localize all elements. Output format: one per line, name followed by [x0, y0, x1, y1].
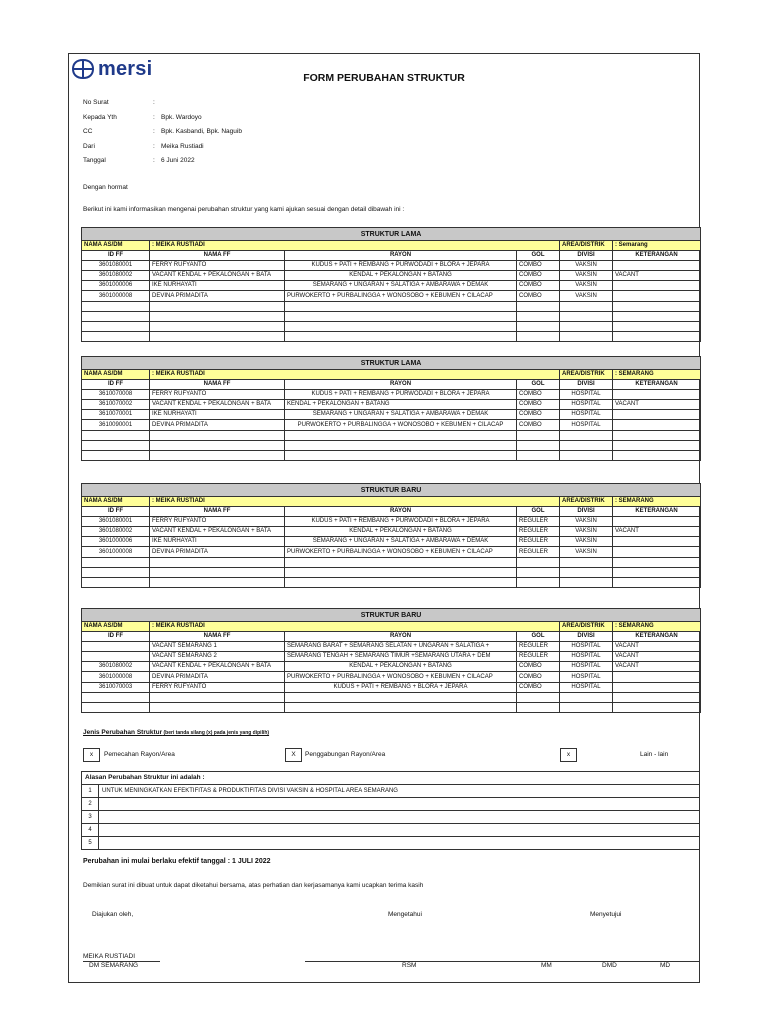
greeting: Dengan hormat: [83, 184, 128, 191]
empty-row: [82, 321, 701, 331]
cell-rayon: KENDAL + PEKALONGAN + BATANG: [285, 400, 517, 410]
meta-colon: :: [153, 99, 155, 106]
checkbox-lain[interactable]: x: [560, 748, 577, 762]
meta-value: Bpk. Kasbandi, Bpk. Naguib: [161, 128, 242, 135]
alasan-text[interactable]: [99, 798, 700, 811]
table-row: [82, 662, 701, 672]
cell-id: [82, 642, 150, 652]
table-row: [82, 291, 701, 301]
asdm-label: NAMA AS/DM: [82, 241, 150, 251]
column-header-rayon: RAYON: [285, 251, 517, 261]
column-header-id_ff: ID FF: [82, 507, 150, 517]
cell-ket: [613, 537, 701, 547]
table-row: [82, 400, 701, 410]
cell-ket: [613, 547, 701, 557]
alasan-row: [82, 837, 700, 850]
table-row: [82, 281, 701, 291]
signature-line-2: [305, 961, 699, 962]
cell-rayon: PURWOKERTO + PURBALINGGA + WONOSOBO + KEBUMEN + CILACAP: [285, 672, 517, 682]
column-header-keterangan: KETERANGAN: [613, 380, 701, 390]
column-header-rayon: RAYON: [285, 632, 517, 642]
cell-nama: VACANT SEMARANG 1: [150, 642, 285, 652]
cell-nama: IKE NURHAYATI: [150, 281, 285, 291]
empty-row: [82, 450, 701, 460]
table-row: [82, 410, 701, 420]
area-value: : SEMARANG: [613, 370, 701, 380]
struktur-table: [81, 227, 701, 342]
cell-ket: [613, 682, 701, 692]
alasan-text[interactable]: [99, 824, 700, 837]
column-header-nama_ff: NAMA FF: [150, 380, 285, 390]
cell-id: 3601000008: [82, 547, 150, 557]
column-header-gol: GOL: [517, 507, 560, 517]
cell-gol: COMBO: [517, 682, 560, 692]
cell-gol: COMBO: [517, 672, 560, 682]
cell-id: 3610070008: [82, 390, 150, 400]
cell-gol: REGULER: [517, 652, 560, 662]
column-header-divisi: DIVISI: [560, 251, 613, 261]
cell-divisi: VAKSIN: [560, 291, 613, 301]
asdm-label: NAMA AS/DM: [82, 497, 150, 507]
cell-ket: VACANT: [613, 662, 701, 672]
cell-rayon: SEMARANG + UNGARAN + SALATIGA + AMBARAWA + DEMAK: [285, 537, 517, 547]
cell-rayon: KENDAL + PEKALONGAN + BATANG: [285, 662, 517, 672]
column-header-divisi: DIVISI: [560, 380, 613, 390]
cell-nama: IKE NURHAYATI: [150, 537, 285, 547]
cell-gol: COMBO: [517, 281, 560, 291]
mengetahui-label: Mengetahui: [388, 911, 422, 918]
table-row: [82, 271, 701, 281]
jenis-title: [83, 729, 269, 736]
cell-gol: COMBO: [517, 261, 560, 271]
cell-nama: DEVINA PRIMADITA: [150, 420, 285, 430]
cell-divisi: HOSPITAL: [560, 390, 613, 400]
label-pemecahan: Pemecahan Rayon/Area: [104, 751, 175, 758]
column-header-gol: GOL: [517, 632, 560, 642]
cell-ket: [613, 291, 701, 301]
cell-id: 3601080002: [82, 527, 150, 537]
md-label: MD: [660, 962, 671, 969]
column-header-nama_ff: NAMA FF: [150, 251, 285, 261]
column-header-id_ff: ID FF: [82, 380, 150, 390]
cell-gol: COMBO: [517, 271, 560, 281]
table-row: [82, 537, 701, 547]
struktur-table: [81, 356, 701, 461]
meta-colon: :: [153, 128, 155, 135]
cell-ket: [613, 261, 701, 271]
meta-key: Dari: [83, 142, 95, 150]
cell-id: 3601080002: [82, 271, 150, 281]
table-row: [82, 547, 701, 557]
cell-rayon: SEMARANG + UNGARAN + SALATIGA + AMBARAWA + DEMAK: [285, 410, 517, 420]
rsm-label: RSM: [402, 962, 417, 969]
cell-divisi: HOSPITAL: [560, 410, 613, 420]
cell-divisi: VAKSIN: [560, 271, 613, 281]
cell-id: 3610090001: [82, 420, 150, 430]
column-header-nama_ff: NAMA FF: [150, 507, 285, 517]
signer-name: MEIKA RUSTIADI: [83, 953, 136, 960]
cell-gol: COMBO: [517, 291, 560, 301]
table-row: [82, 527, 701, 537]
cell-divisi: VAKSIN: [560, 547, 613, 557]
meta-colon: :: [153, 142, 155, 150]
meta-key: CC: [83, 128, 93, 135]
meta-row: [83, 143, 242, 158]
asdm-label: NAMA AS/DM: [82, 622, 150, 632]
cell-nama: DEVINA PRIMADITA: [150, 291, 285, 301]
area-label: AREA/DISTRIK: [560, 241, 613, 251]
cell-nama: VACANT KENDAL + PEKALONGAN + BATA: [150, 400, 285, 410]
cell-gol: COMBO: [517, 420, 560, 430]
cell-id: 3610070001: [82, 410, 150, 420]
cell-nama: VACANT SEMARANG 2: [150, 652, 285, 662]
cell-gol: COMBO: [517, 390, 560, 400]
empty-row: [82, 692, 701, 702]
cell-gol: REGULER: [517, 517, 560, 527]
area-label: AREA/DISTRIK: [560, 622, 613, 632]
alasan-table: [81, 771, 700, 850]
cell-nama: IKE NURHAYATI: [150, 410, 285, 420]
checkbox-pemecahan[interactable]: x: [83, 748, 100, 762]
alasan-title: Alasan Perubahan Struktur ini adalah :: [82, 772, 700, 785]
intro-text: Berikut ini kami informasikan mengenai perubahan struktur yang kami ajukan sesuai dengan detail dibawah ini :: [83, 206, 405, 213]
meta-key: Kepada Yth: [83, 113, 117, 121]
cell-rayon: KUDUS + PATI + REMBANG + BLORA + JEPARA: [285, 682, 517, 692]
meta-key: Tanggal: [83, 157, 106, 164]
logo-text: mersi: [98, 57, 153, 80]
alasan-no: 1: [82, 785, 99, 798]
cell-ket: [613, 672, 701, 682]
cell-divisi: HOSPITAL: [560, 662, 613, 672]
dmd-label: DMD: [602, 962, 617, 969]
asdm-value: : MEIKA RUSTIADI: [150, 241, 560, 251]
cell-ket: [613, 420, 701, 430]
cell-nama: FERRY RUFYANTO: [150, 261, 285, 271]
cell-ket: VACANT: [613, 400, 701, 410]
letter-meta: [83, 99, 242, 172]
alasan-no: 4: [82, 824, 99, 837]
cell-nama: FERRY RUFYANTO: [150, 517, 285, 527]
menyetujui-label: Menyetujui: [590, 911, 622, 918]
table-header: STRUKTUR LAMA: [82, 357, 701, 370]
form-title: FORM PERUBAHAN STRUKTUR: [303, 72, 465, 84]
meta-row: [83, 128, 242, 143]
cell-nama: FERRY RUFYANTO: [150, 682, 285, 692]
cell-gol: COMBO: [517, 400, 560, 410]
column-header-rayon: RAYON: [285, 380, 517, 390]
column-header-keterangan: KETERANGAN: [613, 632, 701, 642]
cell-divisi: HOSPITAL: [560, 682, 613, 692]
column-header-id_ff: ID FF: [82, 251, 150, 261]
alasan-text[interactable]: UNTUK MENINGKATKAN EFEKTIFITAS & PRODUKTIFITAS DIVISI VAKSIN & HOSPITAL AREA SEMARANG: [99, 785, 700, 798]
asdm-value: : MEIKA RUSTIADI: [150, 370, 560, 380]
empty-row: [82, 557, 701, 567]
empty-row: [82, 702, 701, 712]
empty-row: [82, 301, 701, 311]
asdm-value: : MEIKA RUSTIADI: [150, 497, 560, 507]
area-label: AREA/DISTRIK: [560, 370, 613, 380]
cell-rayon: PURWOKERTO + PURBALINGGA + WONOSOBO + KEBUMEN + CILACAP: [285, 420, 517, 430]
cell-divisi: VAKSIN: [560, 281, 613, 291]
cell-gol: COMBO: [517, 662, 560, 672]
signer-role: DM SEMARANG: [89, 962, 139, 969]
meta-row: [83, 114, 242, 129]
cell-divisi: VAKSIN: [560, 537, 613, 547]
cell-id: 3610070002: [82, 400, 150, 410]
cell-id: 3601000008: [82, 291, 150, 301]
cell-ket: [613, 281, 701, 291]
cell-rayon: KUDUS + PATI + REMBANG + PURWODADI + BLORA + JEPARA: [285, 517, 517, 527]
area-value: : Semarang: [613, 241, 701, 251]
cell-ket: [613, 390, 701, 400]
cell-ket: VACANT: [613, 642, 701, 652]
cell-gol: REGULER: [517, 642, 560, 652]
empty-row: [82, 577, 701, 587]
table-row: [82, 652, 701, 662]
column-header-keterangan: KETERANGAN: [613, 507, 701, 517]
cell-nama: DEVINA PRIMADITA: [150, 672, 285, 682]
jenis-title-text: Jenis Perubahan Struktur: [83, 729, 163, 736]
table-row: [82, 261, 701, 271]
cell-id: 3601080001: [82, 517, 150, 527]
effective-date: Perubahan ini mulai berlaku efektif tanggal : 1 JULI 2022: [83, 858, 271, 865]
column-header-nama_ff: NAMA FF: [150, 632, 285, 642]
column-header-gol: GOL: [517, 251, 560, 261]
diajukan-label: Diajukan oleh,: [92, 911, 134, 918]
checkbox-penggabungan[interactable]: X: [285, 748, 302, 762]
meta-row: [83, 157, 242, 172]
column-header-rayon: RAYON: [285, 507, 517, 517]
table-header: STRUKTUR BARU: [82, 484, 701, 497]
cell-id: 3601000008: [82, 672, 150, 682]
table-row: [82, 672, 701, 682]
cell-ket: [613, 410, 701, 420]
cell-gol: COMBO: [517, 410, 560, 420]
alasan-row: [82, 785, 700, 798]
area-value: : SEMARANG: [613, 622, 701, 632]
meta-key: No Surat: [83, 99, 109, 106]
column-header-id_ff: ID FF: [82, 632, 150, 642]
label-lain: Lain - lain: [640, 751, 669, 758]
mm-label: MM: [541, 962, 552, 969]
cell-rayon: PURWOKERTO + PURBALINGGA + WONOSOBO + KEBUMEN + CILACAP: [285, 291, 517, 301]
empty-row: [82, 430, 701, 440]
struktur-table: [81, 608, 701, 713]
meta-value: 6 Juni 2022: [161, 157, 195, 164]
cell-rayon: SEMARANG BARAT + SEMARANG SELATAN + UNGARAN + SALATIGA +: [285, 642, 517, 652]
cell-rayon: KUDUS + PATI + REMBANG + PURWODADI + BLORA + JEPARA: [285, 261, 517, 271]
table-row: [82, 420, 701, 430]
alasan-no: 2: [82, 798, 99, 811]
table-header: STRUKTUR LAMA: [82, 228, 701, 241]
cell-divisi: HOSPITAL: [560, 400, 613, 410]
meta-colon: :: [153, 113, 155, 121]
cell-divisi: HOSPITAL: [560, 652, 613, 662]
cell-rayon: SEMARANG TENGAH + SEMARANG TIMUR +SEMARANG UTARA + DEM: [285, 652, 517, 662]
alasan-row: [82, 811, 700, 824]
cell-rayon: KENDAL + PEKALONGAN + BATANG: [285, 527, 517, 537]
cell-divisi: HOSPITAL: [560, 642, 613, 652]
meta-value: Meika Rustiadi: [161, 142, 204, 150]
empty-row: [82, 440, 701, 450]
meta-row: [83, 99, 242, 114]
cell-id: 3601080002: [82, 662, 150, 672]
meta-colon: :: [153, 157, 155, 164]
cell-rayon: KUDUS + PATI + REMBANG + PURWODADI + BLORA + JEPARA: [285, 390, 517, 400]
meta-value: Bpk. Wardoyo: [161, 113, 202, 121]
cell-id: 3610070003: [82, 682, 150, 692]
cell-gol: REGULER: [517, 527, 560, 537]
area-value: : SEMARANG: [613, 497, 701, 507]
table-header: STRUKTUR BARU: [82, 609, 701, 622]
cell-ket: VACANT: [613, 652, 701, 662]
cell-ket: VACANT: [613, 527, 701, 537]
empty-row: [82, 311, 701, 321]
column-header-divisi: DIVISI: [560, 507, 613, 517]
alasan-text[interactable]: [99, 811, 700, 824]
alasan-text[interactable]: [99, 837, 700, 850]
cell-nama: FERRY RUFYANTO: [150, 390, 285, 400]
alasan-no: 3: [82, 811, 99, 824]
column-header-keterangan: KETERANGAN: [613, 251, 701, 261]
cell-id: [82, 652, 150, 662]
table-row: [82, 642, 701, 652]
cell-id: 3601000006: [82, 537, 150, 547]
table-row: [82, 390, 701, 400]
alasan-row: [82, 824, 700, 837]
cell-id: 3601080001: [82, 261, 150, 271]
area-label: AREA/DISTRIK: [560, 497, 613, 507]
cell-nama: VACANT KENDAL + PEKALONGAN + BATA: [150, 662, 285, 672]
cell-gol: REGULER: [517, 547, 560, 557]
alasan-row: [82, 798, 700, 811]
cell-nama: VACANT KENDAL + PEKALONGAN + BATA: [150, 527, 285, 537]
empty-row: [82, 331, 701, 341]
cell-rayon: KENDAL + PEKALONGAN + BATANG: [285, 271, 517, 281]
cell-divisi: VAKSIN: [560, 527, 613, 537]
cell-divisi: VAKSIN: [560, 517, 613, 527]
cell-nama: DEVINA PRIMADITA: [150, 547, 285, 557]
empty-row: [82, 567, 701, 577]
asdm-value: : MEIKA RUSTIADI: [150, 622, 560, 632]
cell-id: 3601000006: [82, 281, 150, 291]
alasan-no: 5: [82, 837, 99, 850]
cell-divisi: VAKSIN: [560, 261, 613, 271]
table-row: [82, 682, 701, 692]
cell-rayon: SEMARANG + UNGARAN + SALATIGA + AMBARAWA + DEMAK: [285, 281, 517, 291]
cell-nama: VACANT KENDAL + PEKALONGAN + BATA: [150, 271, 285, 281]
column-header-divisi: DIVISI: [560, 632, 613, 642]
cell-rayon: PURWOKERTO + PURBALINGGA + WONOSOBO + KEBUMEN + CILACAP: [285, 547, 517, 557]
label-penggabungan: Penggabungan Rayon/Area: [305, 751, 386, 758]
table-row: [82, 517, 701, 527]
cell-gol: REGULER: [517, 537, 560, 547]
closing-text: Demikian surat ini dibuat untuk dapat diketahui bersama, atas perhatian dan kerjasamanya kami ucapkan terima kasih: [83, 882, 424, 889]
cell-ket: VACANT: [613, 271, 701, 281]
struktur-table: [81, 483, 701, 588]
column-header-gol: GOL: [517, 380, 560, 390]
cell-divisi: HOSPITAL: [560, 672, 613, 682]
asdm-label: NAMA AS/DM: [82, 370, 150, 380]
cell-divisi: HOSPITAL: [560, 420, 613, 430]
cell-ket: [613, 517, 701, 527]
jenis-note: (beri tanda silang (x) pada jenis yang dipilih): [162, 730, 270, 736]
